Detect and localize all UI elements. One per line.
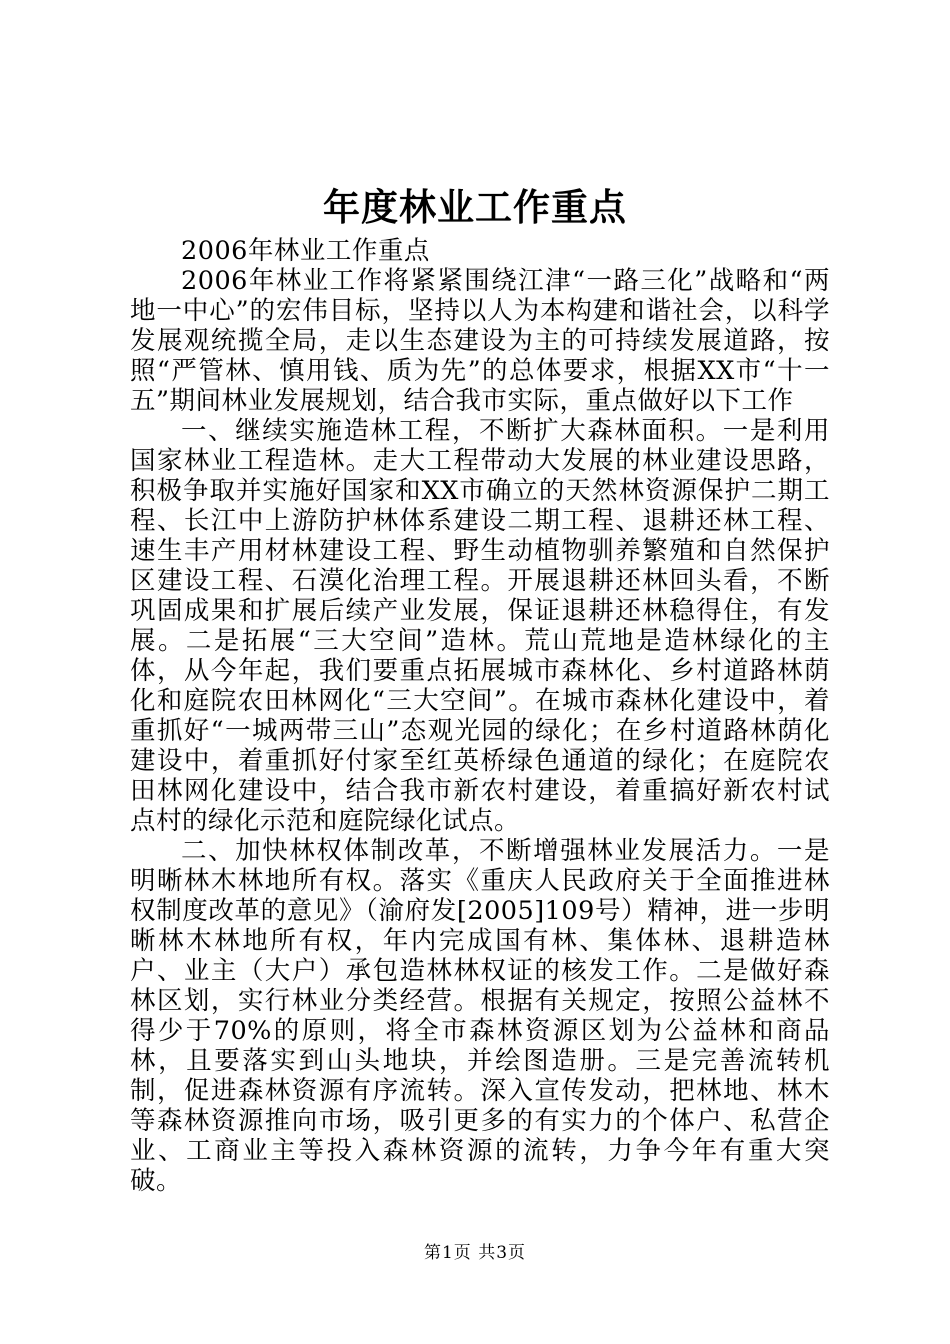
page-footer: 第1页 共3页 xyxy=(423,1243,527,1263)
document-body xyxy=(130,236,830,1196)
document-title: 年度林业工作重点 xyxy=(323,185,627,229)
paragraph-forest-rights-reform: 二、加快林权体制改革，不断增强林业发展活力。一是明晰林木林地所有权。落实《重庆人民政府关于全面推进林权制度改革的意见》（渝府发[2005]109号）精神，进一步明晰林木林地所有权，年内完成国有林、集体林、退耕造林户、业主（大户）承包造林林权证的核发工作。二是做好森林区划，实行林业分类经营。根据有关规定，按照公益林不得少于70%的原则，将全市森林资源区划为公益林和商品林，且要落实到山头地块，并绘图造册。三是完善流转机制，促进森林资源有序流转。深入宣传发动，把林地、林木等森林资源推向市场，吸引更多的有实力的个体户、私营企业、工商业主等投入森林资源的流转，力争今年有重大突破。 xyxy=(130,836,830,1196)
intro-paragraph: 2006年林业工作将紧紧围绕江津“一路三化”战略和“两地一中心”的宏伟目标，坚持以人为本构建和谐社会，以科学发展观统揽全局，走以生态建设为主的可持续发展道路，按照“严管林、慎用钱、质为先”的总体要求，根据XX市“十一五”期间林业发展规划，结合我市实际，重点做好以下工作 xyxy=(130,266,830,416)
section-heading: 2006年林业工作重点 xyxy=(181,236,430,266)
paragraph-afforestation: 一、继续实施造林工程，不断扩大森林面积。一是利用国家林业工程造林。走大工程带动大发展的林业建设思路，积极争取并实施好国家和XX市确立的天然林资源保护二期工程、长江中上游防护林体系建设二期工程、退耕还林工程、速生丰产用材林建设工程、野生动植物驯养繁殖和自然保护区建设工程、石漠化治理工程。开展退耕还林回头看，不断巩固成果和扩展后续产业发展，保证退耕还林稳得住，有发展。二是拓展“三大空间”造林。荒山荒地是造林绿化的主体，从今年起，我们要重点拓展城市森林化、乡村道路林荫化和庭院农田林网化“三大空间”。在城市森林化建设中，着重抓好“一城两带三山”态观光园的绿化；在乡村道路林荫化建设中，着重抓好付家至红英桥绿色通道的绿化；在庭院农田林网化建设中，结合我市新农村建设，着重搞好新农村试点村的绿化示范和庭院绿化试点。 xyxy=(130,416,830,836)
